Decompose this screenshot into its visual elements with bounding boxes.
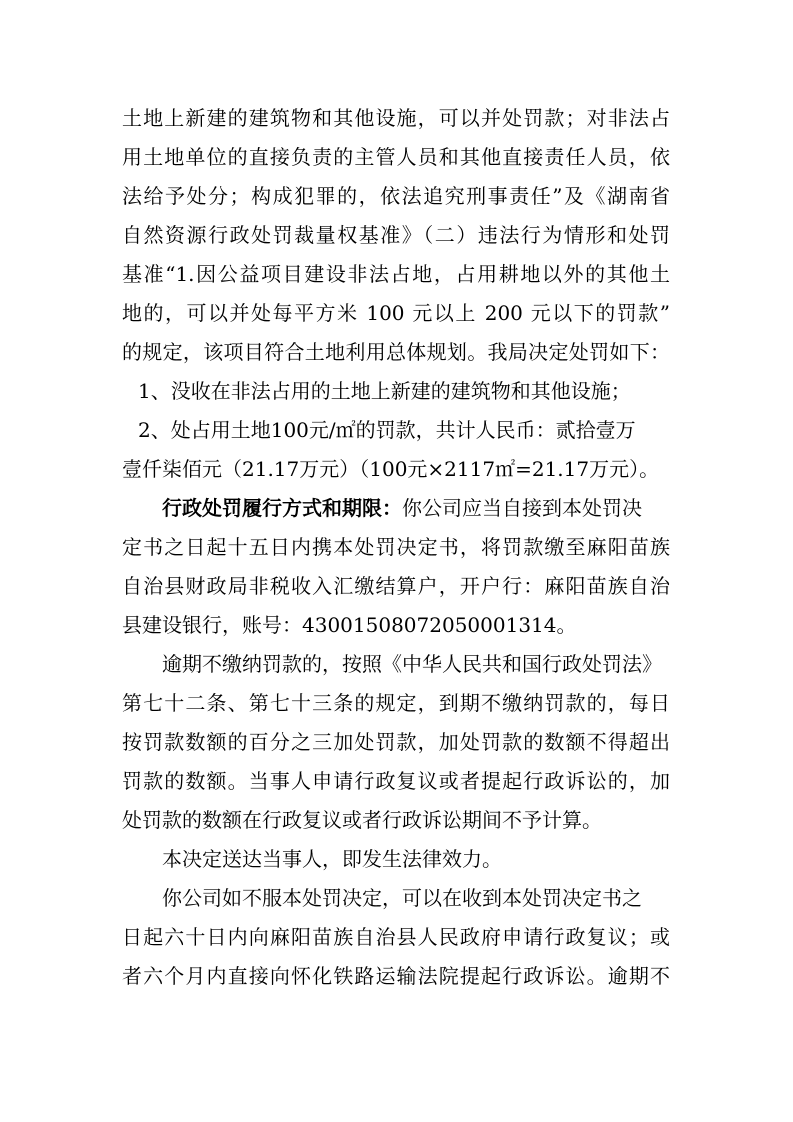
text-line: 壹仟柒佰元（21.17万元）（100元×2117㎡=21.17万元）。 (122, 457, 660, 481)
text-line: 第七十二条、第七十三条的规定，到期不缴纳罚款的，每日 (122, 691, 670, 715)
text-line: 罚款的数额。当事人申请行政复议或者提起行政诉讼的，加 (122, 769, 670, 793)
text-line: 的规定，该项目符合土地利用总体规划。我局决定处罚如下： (122, 340, 670, 364)
text-line: 地的，可以并处每平方米 100 元以上 200 元以下的罚款” (122, 301, 670, 325)
text-line: 者六个月内直接向怀化铁路运输法院提起行政诉讼。逾期不 (122, 964, 670, 988)
text-line: 按罚款数额的百分之三加处罚款，加处罚款的数额不得超出 (122, 730, 670, 754)
text-line: 日起六十日内向麻阳苗族自治县人民政府申请行政复议；或 (122, 925, 670, 949)
penalty-item-2: 2、处占用土地100元/㎡的罚款，共计人民币：贰拾壹万 (138, 418, 636, 442)
appeal-paragraph: 你公司如不服本处罚决定，可以在收到本处罚决定书之 (162, 886, 642, 910)
text-line: 法给予处分；构成犯罪的，依法追究刑事责任”及《湖南省 (122, 184, 670, 208)
penalty-item-1: 1、没收在非法占用的土地上新建的建筑物和其他设施； (138, 379, 631, 403)
text-line: 自治县财政局非税收入汇缴结算户，开户行：麻阳苗族自治 (122, 574, 670, 598)
fulfillment-paragraph (162, 494, 642, 522)
account-line: 县建设银行，账号：43001508072050001314。 (122, 613, 577, 637)
overdue-paragraph: 逾期不缴纳罚款的，按照《中华人民共和国行政处罚法》 (162, 652, 662, 676)
fulfillment-text: 你公司应当自接到本处罚决 (402, 496, 642, 520)
text-line: 用土地单位的直接负责的主管人员和其他直接责任人员，依 (122, 145, 670, 169)
text-line: 土地上新建的建筑物和其他设施，可以并处罚款；对非法占 (122, 106, 670, 130)
effect-paragraph: 本决定送达当事人，即发生法律效力。 (162, 847, 502, 871)
fulfillment-heading: 行政处罚履行方式和期限： (162, 496, 402, 520)
text-line: 基准“1.因公益项目建设非法占地，占用耕地以外的其他土 (122, 262, 670, 286)
text-line: 处罚款的数额在行政复议或者行政诉讼期间不予计算。 (122, 808, 602, 832)
text-line: 定书之日起十五日内携本处罚决定书，将罚款缴至麻阳苗族 (122, 535, 670, 559)
text-line: 自然资源行政处罚裁量权基准》（二）违法行为情形和处罚 (122, 223, 670, 247)
